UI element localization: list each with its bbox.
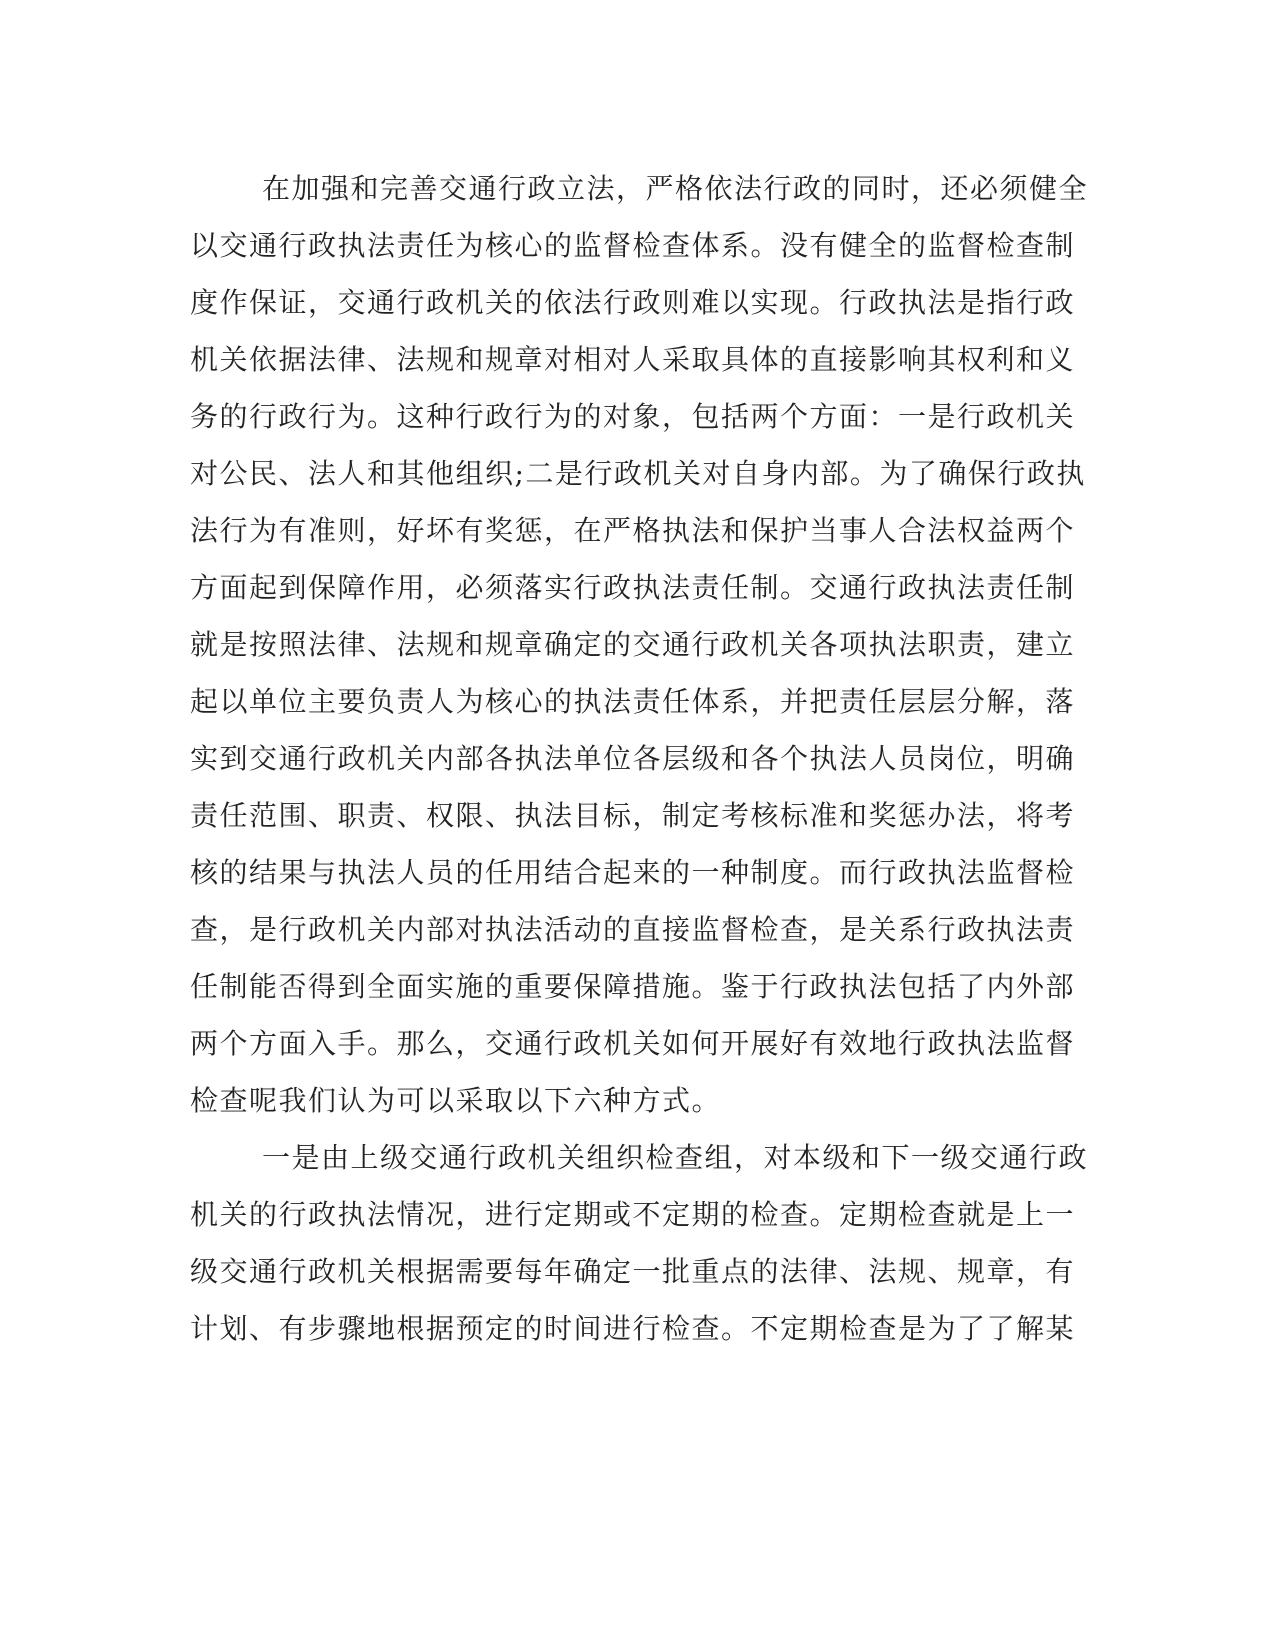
paragraph-1 — [190, 160, 1089, 1129]
text-line: 起以单位主要负责人为核心的执法责任体系，并把责任层层分解，落 — [190, 685, 1076, 718]
paragraph-2 — [190, 1129, 1089, 1357]
text-line: 度作保证，交通行政机关的依法行政则难以实现。行政执法是指行政 — [190, 286, 1076, 319]
text-line: 任制能否得到全面实施的重要保障措施。鉴于行政执法包括了内外部 — [190, 970, 1076, 1003]
text-line: 检查呢我们认为可以采取以下六种方式。 — [190, 1084, 722, 1117]
text-line: 查，是行政机关内部对执法活动的直接监督检查，是关系行政执法责 — [190, 913, 1076, 946]
text-line: 责任范围、职责、权限、执法目标，制定考核标准和奖惩办法，将考 — [190, 799, 1076, 832]
text-line: 一是由上级交通行政机关组织检查组，对本级和下一级交通行政 — [262, 1141, 1089, 1174]
text-line: 以交通行政执法责任为核心的监督检查体系。没有健全的监督检查制 — [190, 229, 1076, 262]
text-line: 级交通行政机关根据需要每年确定一批重点的法律、法规、规章，有 — [190, 1255, 1076, 1288]
body-text — [190, 160, 1089, 1357]
text-line: 务的行政行为。这种行政行为的对象，包括两个方面：一是行政机关 — [190, 400, 1076, 433]
text-line: 法行为有准则，好坏有奖惩，在严格执法和保护当事人合法权益两个 — [190, 514, 1076, 547]
text-line: 实到交通行政机关内部各执法单位各层级和各个执法人员岗位，明确 — [190, 742, 1076, 775]
text-line: 两个方面入手。那么，交通行政机关如何开展好有效地行政执法监督 — [190, 1027, 1076, 1060]
text-line: 在加强和完善交通行政立法，严格依法行政的同时，还必须健全 — [262, 172, 1089, 205]
text-line: 方面起到保障作用，必须落实行政执法责任制。交通行政执法责任制 — [190, 571, 1076, 604]
text-line: 机关的行政执法情况，进行定期或不定期的检查。定期检查就是上一 — [190, 1198, 1076, 1231]
text-line: 就是按照法律、法规和规章确定的交通行政机关各项执法职责，建立 — [190, 628, 1076, 661]
text-line: 计划、有步骤地根据预定的时间进行检查。不定期检查是为了了解某 — [190, 1312, 1076, 1345]
text-line: 机关依据法律、法规和规章对相对人采取具体的直接影响其权利和义 — [190, 343, 1076, 376]
text-line: 核的结果与执法人员的任用结合起来的一种制度。而行政执法监督检 — [190, 856, 1076, 889]
text-line: 对公民、法人和其他组织;二是行政机关对自身内部。为了确保行政执 — [190, 457, 1086, 490]
